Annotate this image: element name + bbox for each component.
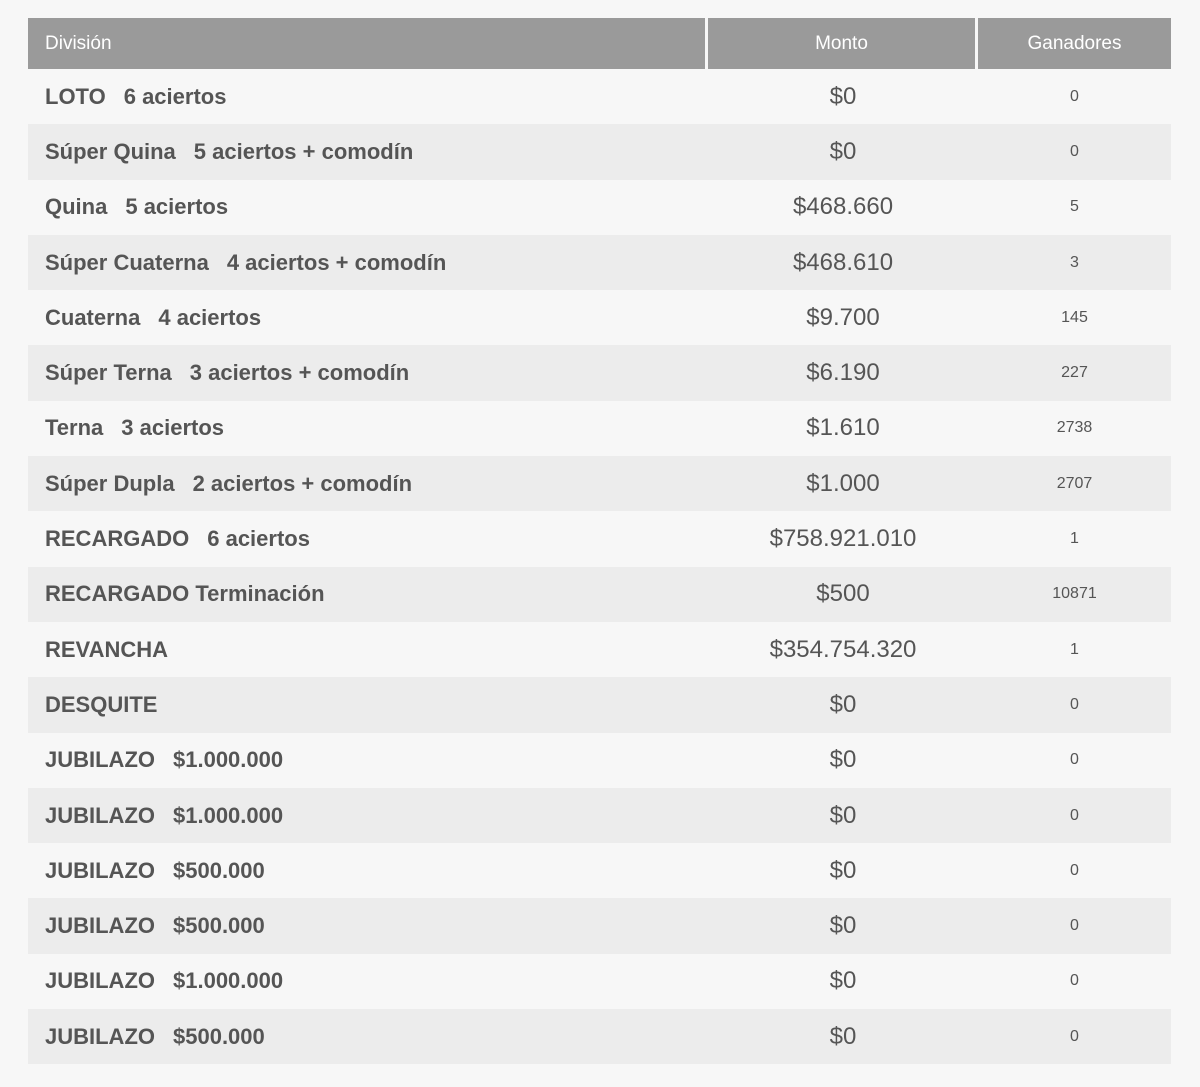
ganadores-cell: 0 <box>978 733 1171 788</box>
division-name: JUBILAZO <box>45 1023 155 1049</box>
ganadores-cell: 1 <box>978 511 1171 566</box>
ganadores-cell: 0 <box>978 124 1171 179</box>
monto-cell: $0 <box>708 843 978 898</box>
division-detail: $500.000 <box>173 1023 265 1049</box>
table-row <box>28 124 1171 179</box>
division-detail: 4 aciertos <box>158 304 262 330</box>
division-name: Quina <box>45 194 108 220</box>
division-detail: $1.000.000 <box>173 968 284 994</box>
division-cell <box>28 733 708 788</box>
table-row <box>28 954 1171 1009</box>
table-row <box>28 843 1171 898</box>
ganadores-cell: 0 <box>978 69 1171 124</box>
table-header <box>28 18 1171 69</box>
table-row <box>28 677 1171 732</box>
monto-cell: $354.754.320 <box>708 622 978 677</box>
division-cell <box>28 180 708 235</box>
division-cell <box>28 843 708 898</box>
table-row <box>28 180 1171 235</box>
table-row <box>28 898 1171 953</box>
monto-cell: $468.610 <box>708 235 978 290</box>
monto-cell: $0 <box>708 1009 978 1064</box>
ganadores-cell: 0 <box>978 898 1171 953</box>
division-name: Súper Cuaterna <box>45 249 209 275</box>
division-cell <box>28 511 708 566</box>
ganadores-cell: 0 <box>978 1009 1171 1064</box>
monto-cell: $0 <box>708 898 978 953</box>
table-body <box>28 69 1171 1064</box>
division-detail: 3 aciertos <box>121 415 225 441</box>
division-name: DESQUITE <box>45 691 158 717</box>
table-row <box>28 69 1171 124</box>
division-detail: 3 aciertos + comodín <box>189 360 410 386</box>
division-cell <box>28 290 708 345</box>
table-row <box>28 290 1171 345</box>
monto-cell: $1.000 <box>708 456 978 511</box>
division-detail: $1.000.000 <box>173 802 284 828</box>
division-name: JUBILAZO <box>45 968 155 994</box>
division-name: Súper Terna <box>45 360 172 386</box>
table-row <box>28 235 1171 290</box>
division-cell <box>28 622 708 677</box>
ganadores-cell: 1 <box>978 622 1171 677</box>
table-row <box>28 622 1171 677</box>
division-name: REVANCHA <box>45 636 169 662</box>
division-cell <box>28 788 708 843</box>
division-cell <box>28 401 708 456</box>
division-name: Terna <box>45 415 104 441</box>
monto-cell: $0 <box>708 788 978 843</box>
monto-cell: $9.700 <box>708 290 978 345</box>
division-detail: $500.000 <box>173 913 265 939</box>
division-name: Súper Quina <box>45 138 176 164</box>
division-detail: 6 aciertos <box>123 83 227 109</box>
table-row <box>28 567 1171 622</box>
division-detail: 5 aciertos + comodín <box>193 138 414 164</box>
division-name: RECARGADO Terminación <box>45 581 325 607</box>
division-cell <box>28 677 708 732</box>
results-table <box>28 18 1171 1064</box>
monto-cell: $1.610 <box>708 401 978 456</box>
monto-cell: $0 <box>708 69 978 124</box>
division-detail: 6 aciertos <box>207 526 310 552</box>
ganadores-cell: 2738 <box>978 401 1171 456</box>
ganadores-cell: 3 <box>978 235 1171 290</box>
ganadores-cell: 0 <box>978 954 1171 1009</box>
ganadores-cell: 0 <box>978 677 1171 732</box>
division-cell <box>28 456 708 511</box>
monto-cell: $0 <box>708 677 978 732</box>
division-name: LOTO <box>45 83 106 109</box>
monto-cell: $758.921.010 <box>708 511 978 566</box>
ganadores-cell: 227 <box>978 345 1171 400</box>
monto-cell: $0 <box>708 124 978 179</box>
ganadores-cell: 2707 <box>978 456 1171 511</box>
division-name: JUBILAZO <box>45 747 155 773</box>
column-header-division: División <box>28 18 708 69</box>
table-row <box>28 511 1171 566</box>
monto-cell: $468.660 <box>708 180 978 235</box>
division-detail: 5 aciertos <box>125 194 229 220</box>
ganadores-cell: 10871 <box>978 567 1171 622</box>
column-header-monto: Monto <box>708 18 978 69</box>
division-cell <box>28 1009 708 1064</box>
column-header-ganadores: Ganadores <box>978 18 1171 69</box>
monto-cell: $6.190 <box>708 345 978 400</box>
monto-cell: $500 <box>708 567 978 622</box>
division-cell <box>28 567 708 622</box>
table-row <box>28 401 1171 456</box>
division-cell <box>28 954 708 1009</box>
division-cell <box>28 69 708 124</box>
results-table-container <box>28 18 1171 1064</box>
ganadores-cell: 145 <box>978 290 1171 345</box>
ganadores-cell: 5 <box>978 180 1171 235</box>
monto-cell: $0 <box>708 954 978 1009</box>
division-name: JUBILAZO <box>45 913 155 939</box>
division-detail: $500.000 <box>173 857 265 883</box>
division-cell <box>28 345 708 400</box>
division-name: Súper Dupla <box>45 470 175 496</box>
division-cell <box>28 898 708 953</box>
table-row <box>28 345 1171 400</box>
ganadores-cell: 0 <box>978 843 1171 898</box>
monto-cell: $0 <box>708 733 978 788</box>
division-detail: $1.000.000 <box>173 747 284 773</box>
division-detail: 2 aciertos + comodín <box>192 470 413 496</box>
division-cell <box>28 124 708 179</box>
table-row <box>28 456 1171 511</box>
division-detail: 4 aciertos + comodín <box>226 249 447 275</box>
ganadores-cell: 0 <box>978 788 1171 843</box>
table-row <box>28 733 1171 788</box>
division-name: RECARGADO <box>45 526 190 552</box>
header-row <box>28 18 1171 69</box>
division-name: JUBILAZO <box>45 857 155 883</box>
table-row <box>28 1009 1171 1064</box>
table-row <box>28 788 1171 843</box>
division-cell <box>28 235 708 290</box>
division-name: Cuaterna <box>45 304 141 330</box>
division-name: JUBILAZO <box>45 802 155 828</box>
